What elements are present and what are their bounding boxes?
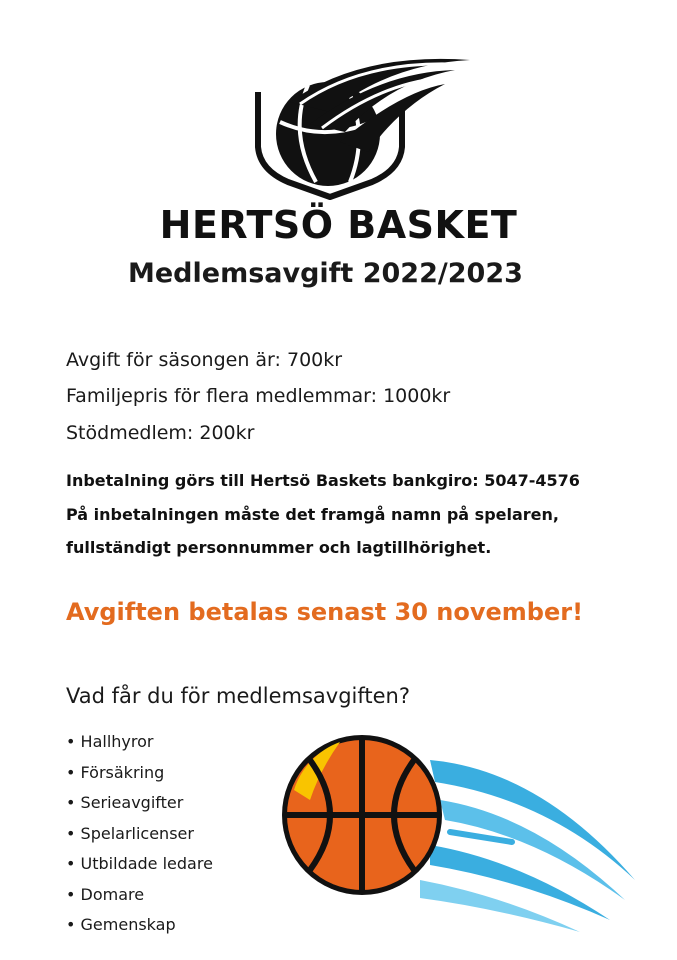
list-item: • Utbildade ledare xyxy=(66,852,213,883)
fee-title: Medlemsavgift 2022/2023 xyxy=(128,258,523,289)
benefits-list xyxy=(66,730,213,944)
list-item: • Domare xyxy=(66,883,213,914)
list-item: • Gemenskap xyxy=(66,913,213,944)
list-item: • Spelarlicenser xyxy=(66,822,213,853)
payment-info-line-2: fullständigt personnummer och lagtillhörighet. xyxy=(66,538,492,557)
list-item: • Serieavgifter xyxy=(66,791,213,822)
family-fee: Familjepris för flera medlemmar: 1000kr xyxy=(66,385,451,407)
season-fee: Avgift för säsongen är: 700kr xyxy=(66,349,343,371)
benefits-title: Vad får du för medlemsavgiften? xyxy=(66,684,410,708)
supporter-fee: Stödmedlem: 200kr xyxy=(66,422,255,444)
list-item: • Hallhyror xyxy=(66,730,213,761)
bankgiro-line: Inbetalning görs till Hertsö Baskets bankgiro: 5047-4576 xyxy=(66,471,580,490)
basketball-logo-icon xyxy=(250,52,475,202)
list-item: • Försäkring xyxy=(66,761,213,792)
deadline-notice: Avgiften betalas senast 30 november! xyxy=(66,598,584,626)
flying-basketball-icon xyxy=(280,720,640,935)
payment-info-line-1: På inbetalningen måste det framgå namn på spelaren, xyxy=(66,505,559,524)
club-name: HERTSÖ BASKET xyxy=(159,203,518,247)
